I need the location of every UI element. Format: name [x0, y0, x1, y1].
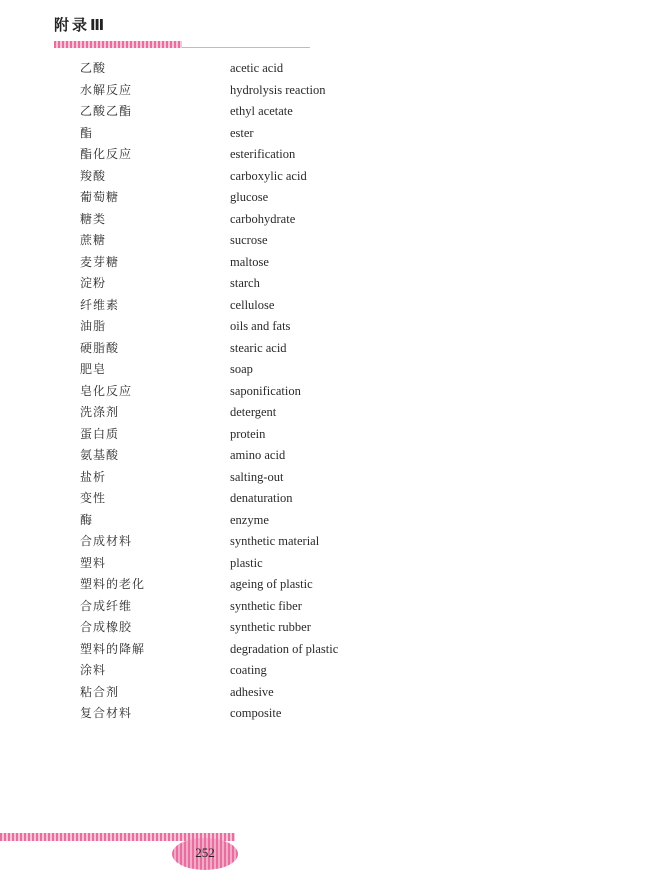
term-chinese: 淀粉: [80, 276, 107, 290]
term-chinese: 变性: [80, 491, 107, 505]
term-english: detergent: [230, 405, 277, 419]
term-english: carbohydrate: [230, 211, 296, 226]
term-english: sucrose: [230, 233, 268, 247]
term-chinese: 复合材料: [80, 706, 133, 720]
term-english: cellulose: [230, 297, 275, 312]
glossary-row: [80, 660, 440, 682]
glossary-row: [80, 531, 440, 553]
term-chinese: 洗涤剂: [80, 405, 120, 419]
header-rule: [182, 47, 310, 48]
glossary-row: [80, 187, 440, 209]
glossary-row: [80, 682, 440, 704]
term-english: synthetic fiber: [230, 598, 302, 613]
glossary-row: [80, 467, 440, 489]
glossary-row: [80, 338, 440, 360]
term-chinese: 合成纤维: [80, 598, 133, 613]
term-chinese: 涂料: [80, 663, 107, 677]
term-english: composite: [230, 706, 282, 720]
glossary-row: [80, 209, 440, 231]
term-chinese: 塑料的老化: [80, 577, 146, 591]
term-english: maltose: [230, 254, 269, 269]
glossary-row: [80, 402, 440, 424]
term-chinese: 氨基酸: [80, 448, 120, 462]
glossary-row: [80, 596, 440, 618]
term-english: synthetic rubber: [230, 620, 311, 634]
glossary-row: [80, 574, 440, 596]
glossary-row: [80, 295, 440, 317]
term-english: enzyme: [230, 512, 269, 527]
term-english: esterification: [230, 147, 296, 161]
term-chinese: 肥皂: [80, 362, 107, 376]
term-chinese: 合成材料: [80, 534, 133, 548]
glossary-row: [80, 58, 440, 80]
glossary-row: [80, 166, 440, 188]
term-english: degradation of plastic: [230, 641, 339, 656]
page-header-title: 附录Ⅲ: [54, 16, 108, 34]
term-english: glucose: [230, 190, 269, 204]
term-english: ester: [230, 125, 254, 140]
term-chinese: 蛋白质: [80, 426, 120, 441]
glossary-row: [80, 316, 440, 338]
term-english: starch: [230, 276, 260, 290]
term-chinese: 油脂: [80, 319, 107, 333]
term-chinese: 粘合剂: [80, 684, 120, 699]
term-chinese: 羧酸: [80, 168, 107, 183]
term-english: amino acid: [230, 448, 286, 462]
term-chinese: 蔗糖: [80, 233, 107, 247]
glossary-row: [80, 230, 440, 252]
term-english: salting-out: [230, 469, 284, 484]
term-chinese: 糖类: [80, 211, 107, 226]
glossary-row: [80, 424, 440, 446]
glossary-row: [80, 445, 440, 467]
header-decorative-stripe: [54, 41, 182, 48]
term-english: hydrolysis reaction: [230, 82, 326, 97]
term-chinese: 酯化反应: [80, 147, 133, 161]
glossary-row: [80, 252, 440, 274]
term-english: protein: [230, 426, 266, 441]
glossary-row: [80, 617, 440, 639]
glossary-row: [80, 553, 440, 575]
glossary-row: [80, 273, 440, 295]
glossary-row: [80, 101, 440, 123]
term-chinese: 合成橡胶: [80, 620, 133, 634]
term-chinese: 塑料的降解: [80, 641, 146, 656]
glossary-row: [80, 123, 440, 145]
term-english: acetic acid: [230, 61, 284, 75]
page-number: 252: [195, 845, 215, 860]
term-chinese: 乙酸: [80, 61, 107, 75]
term-chinese: 酯: [80, 125, 94, 140]
term-english: soap: [230, 362, 253, 376]
term-english: denaturation: [230, 491, 293, 505]
glossary-row: [80, 144, 440, 166]
term-chinese: 酶: [80, 512, 94, 527]
term-english: coating: [230, 663, 267, 677]
term-english: carboxylic acid: [230, 168, 307, 183]
term-chinese: 皂化反应: [80, 383, 133, 398]
term-english: adhesive: [230, 684, 274, 699]
term-english: plastic: [230, 555, 263, 570]
term-chinese: 乙酸乙酯: [80, 104, 133, 118]
glossary-row: [80, 703, 440, 725]
glossary-row: [80, 510, 440, 532]
term-english: ageing of plastic: [230, 577, 313, 591]
term-chinese: 纤维素: [80, 297, 120, 312]
term-chinese: 硬脂酸: [80, 340, 120, 355]
glossary-row: [80, 639, 440, 661]
term-chinese: 葡萄糖: [80, 190, 120, 204]
glossary-row: [80, 488, 440, 510]
term-english: saponification: [230, 383, 301, 398]
glossary-list: [80, 58, 440, 725]
glossary-row: [80, 80, 440, 102]
term-english: synthetic material: [230, 534, 320, 548]
term-english: oils and fats: [230, 319, 291, 333]
term-chinese: 塑料: [80, 555, 107, 570]
term-english: stearic acid: [230, 340, 287, 355]
glossary-row: [80, 381, 440, 403]
term-chinese: 水解反应: [80, 82, 133, 97]
term-english: ethyl acetate: [230, 104, 293, 118]
glossary-row: [80, 359, 440, 381]
term-chinese: 盐析: [80, 469, 107, 484]
term-chinese: 麦芽糖: [80, 254, 120, 269]
